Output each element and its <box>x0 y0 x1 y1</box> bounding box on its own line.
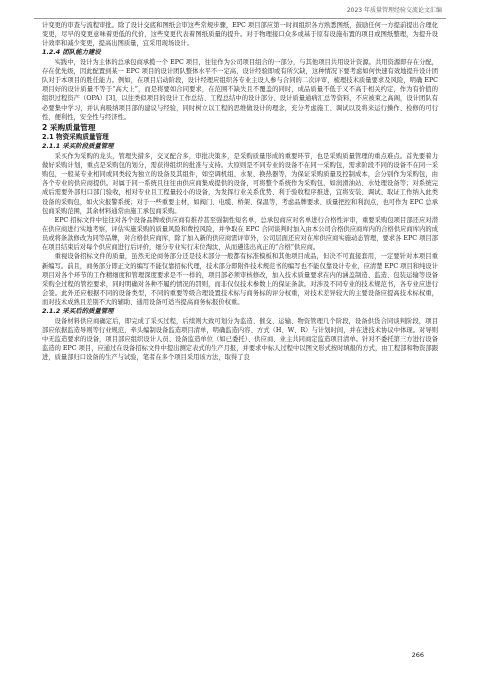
body-paragraph: 采买作为采购的龙头，管理失措多，交叉配合多，审批决策多，是采购质量形成的重要环节，也是采购质量管理的重点难点。首先要着力做好采购计划，重点是采购包的划分，需获得组织的批准与支持。大原则是不同专业的设备不在同一采购包，需求阶段不同的设备不在同一采购包，一般某专业相同或同类较为独立的设备及其组件，如空调机组、水泵、换热器等，为保证采购质量及控制成本，会分别作为采购包，由各个专业的供应商提供。对属于同一系统且往往由供应商集成提供的设备，可将整个系统作为采购包，如润滑油站、水处理设备等；对系统完成后需要外部归口部门验收，相对专业且工程量较小的设备，为发挥行业关系优势、利于验收程序推进，宜将安装、调试、取证工作纳入此类设备的采购包，如火灾报警系统；对于一些重要主材，如阀门、电缆、桥架、保温等，考虑品牌要求、质量把控和利润点，也可作为 EPC 总承包商采购范围，其余材料通常由施工承包商采购。 <box>42 152 438 215</box>
sub-subsection-heading: 2.1.2 采买后的质量管理 <box>42 307 114 316</box>
header-rule <box>34 18 446 19</box>
body-paragraph: 实践中，设计为主体的总承包商承揽一个 EPC 项目，往往作为公司项目组合的一部分，与其他项目共用设计资源。共用资源即存在分配，存在优先级，因此配置到某一 EPC 项目的设计团队整体水平不一定高，设计经验即或有所欠缺，这种情况下要考虑如何快速有效地提升设计团队对于本项目的胜任能力。例如，在项目启动阶段，设计经理应组织各专业主设人参与合同的二次评审，梳理技术质量要求及风险，明确 EPC 项目好的设计质量不等于“高大上”，而是将要如合同要求，在范围不缺失且不覆盖的同时，成品质量不低于又不高于相关约定，作为有价值的组织过程资产（OPA）[3]，以往类似项目的设计工作总结、工程总结中的设计部分、设计质量通病汇总等资料，不应被束之高阁，设计团队有必要集中学习，并认真吸纳项目部的建议与经验，同时树立以工程的思维做设计的理念，充分考虑施工、调试以及将来运行操作、检修的可行性，便利性，安全性与经济性。 <box>42 58 438 121</box>
sub-subsection-heading: 1.2.4 团队能力建设 <box>42 48 101 57</box>
sub-subsection-heading: 2.1.1 采买阶段质量管理 <box>42 142 114 151</box>
section-heading: 2 采购质量管理 <box>42 122 96 132</box>
body-paragraph: 重视设备招标文件的质量，虽然无论商务部分还是技术部分一般都有标准模板和其他项目成品，但决不可直接套用，一定要针对本项目重新编写。前且，商务部分即正文的编写不能仅靠招标代理，技术部分即附件技术规范书的编写也不能仅靠设计专业，应清楚 EPC 项目和纯设计项目对各个环节的工作精细度和管理深度要求是不一样的，项目部必须审核修改，加入技术质量要求在内的涵盖制造、监造、包装运输等设备采购全过程的管控要求，同时明确对各种不履约情况的罚则，而非仅仅技术参数上的保证条款。对涉及不同专业的技术规范书，各专业应进行会签。此外还应根据不同的设备类型，不同的重要等级合理设置技术标与商务标的评分权重，对技术差异较大的主要设备应提高技术标权重，而对技术成熟且差别不大的辅助、通用设备可适当提高商务标报价权重。 <box>42 253 438 307</box>
subsection-heading: 2.1 物资采购质量管理 <box>42 132 109 141</box>
body-paragraph: 计变更的审查与流程审批。除了设计交底和图纸会审这些常规步骤，EPC 项目部应第一时间组织各方熟悉图纸，鼓励任何一方提前提出合理化变更，尽早的变更意味着更低的代价，这些变更代表着图纸质量的提升。对于物理接口众多或基于原有设施布置的项目或图纸整理，为提升设计效率和减少变更，提高出图质量，宜采用现场设计。 <box>42 22 438 48</box>
page-number: 266 <box>411 651 424 659</box>
running-header <box>0 0 480 18</box>
body-paragraph: 设备材料供应商确定后，即完成了采买过程，后续则大致可划分为监造、催交、运输、物资管理几个阶段，设备供货合同谈判阶段，项目部应依据监造导则等行业规范，牵头编制设备监造项目清单，明确监造内容、方式（H、W、R）与计划时间，并在进技术协议中体现。对导则中无监造要求的设备，项目部应组织设计人员、设备监造单位（如已委托）、供应商、业主共同商定监造项目清单。针对不委托第三方进行设备监造的 EPC 项目，应通过在设备招标文件中提出测定表式的生产月报，并要求中标人过程中以图文形式按时填报的方式，由工程部和物资部跟进，质量部归口设备的生产与试验，笔者在多个项目采用该方法，取得了良 <box>42 317 438 362</box>
journal-title: 2023 年质量管理经验交流论文汇编 <box>346 6 442 14</box>
article-body <box>42 21 438 362</box>
body-paragraph: EPC 招标文件中往往对各个设备品牌或供应商有推荐甚至强制性短名单，总承包商应对名单进行合格性评审，重要采购包项目部还应对潜在供应商进行实地考察，评估实施采购的质量风险和费控风险，并争取在 EPC 合同谈判时加入由本公司合格供应商库内的合格供应商库内的成员或将条款修改为同等品牌，对合格供应商库，除了加入新的供应商需评审外，公司层面还应对在库供应商实施动态管理，要求各 EPC 项目部在项目结束后对每个供应商进行后评价，细分专业实行末位淘汰，从而遴选出真正的“合格”供应商。 <box>42 216 438 252</box>
